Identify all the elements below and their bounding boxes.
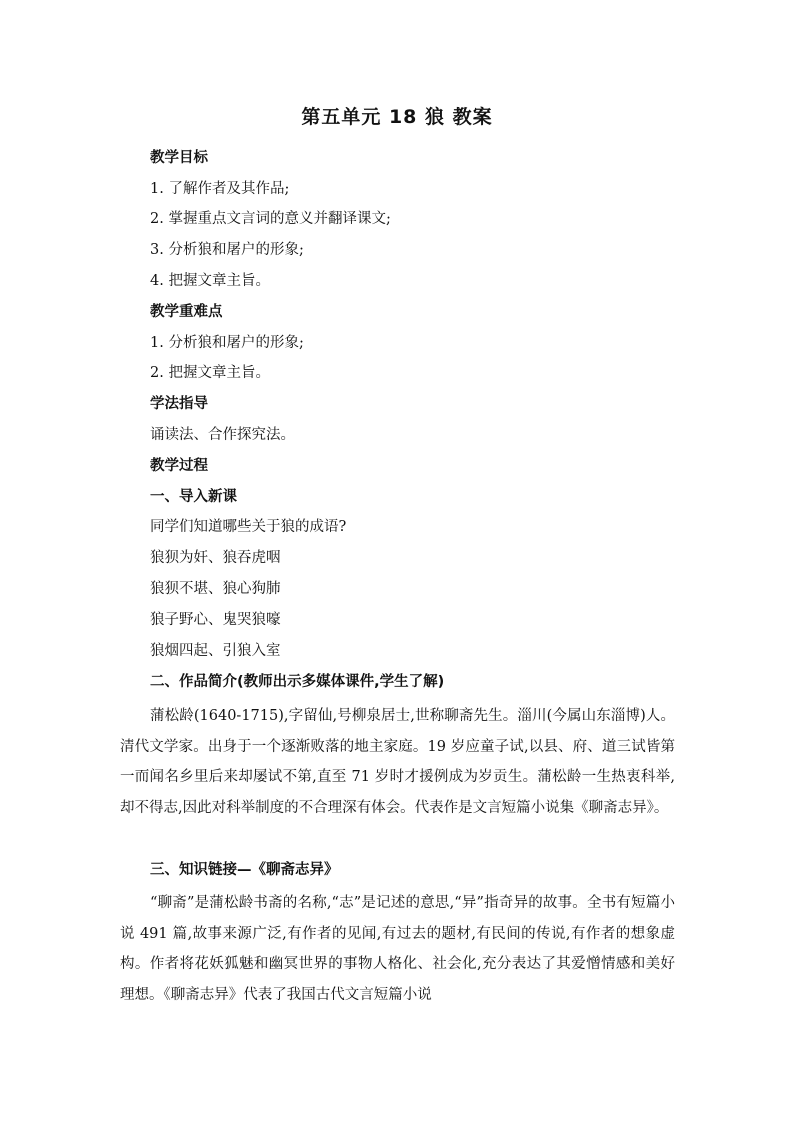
- author-intro-paragraph: 蒲松龄(1640-1715),字留仙,号柳泉居士,世称聊斋先生。淄川(今属山东淄博)人。清代文学家。出身于一个逐渐败落的地主家庭。19 岁应童子试,以县、府、道三试皆第一而闻名乡里后来却屡试不第,直至 71 岁时才援例成为岁贡生。蒲松龄一生热衷科举,却不得志,因此对科举制度的不合理深有体会。代表作是文言短篇小说集《聊斋志异》。: [120, 708, 675, 817]
- objective-item: 3. 分析狼和屠户的形象;: [150, 242, 304, 258]
- idiom-line: 狼狈不堪、狼心狗肺: [150, 581, 281, 597]
- objective-item: 1. 了解作者及其作品;: [150, 181, 290, 197]
- idiom-line: 狼狈为奸、狼吞虎咽: [150, 550, 281, 566]
- section1-heading: 一、导入新课: [150, 489, 237, 505]
- method-heading: 学法指导: [150, 396, 208, 412]
- section1-question: 同学们知道哪些关于狼的成语?: [150, 519, 347, 535]
- objectives-heading: 教学目标: [150, 150, 208, 166]
- difficulties-heading: 教学重难点: [150, 304, 223, 320]
- page-title: 第五单元 18 狼 教案: [301, 106, 493, 128]
- process-heading: 教学过程: [150, 458, 208, 474]
- objective-item: 4. 把握文章主旨。: [150, 273, 270, 289]
- liaozhai-paragraph: “聊斋”是蒲松龄书斋的名称,“志”是记述的意思,“异”指奇异的故事。全书有短篇小说 491 篇,故事来源广泛,有作者的见闻,有过去的题材,有民间的传说,有作者的想象虚构。作者将花妖狐魅和幽冥世界的事物人格化、社会化,充分表达了其爱憎情感和美好理想。《聊斋志异》代表了我国古代文言短篇小说: [120, 895, 675, 1004]
- section2-heading: 二、作品简介(教师出示多媒体课件,学生了解): [150, 674, 445, 690]
- difficulty-item: 2. 把握文章主旨。: [150, 365, 270, 381]
- section3-heading: 三、知识链接—《聊斋志异》: [150, 862, 339, 878]
- idiom-line: 狼烟四起、引狼入室: [150, 643, 281, 659]
- objective-item: 2. 掌握重点文言词的意义并翻译课文;: [150, 211, 391, 227]
- difficulty-item: 1. 分析狼和屠户的形象;: [150, 335, 304, 351]
- idiom-line: 狼子野心、鬼哭狼嚎: [150, 612, 281, 628]
- method-text: 诵读法、合作探究法。: [150, 427, 295, 443]
